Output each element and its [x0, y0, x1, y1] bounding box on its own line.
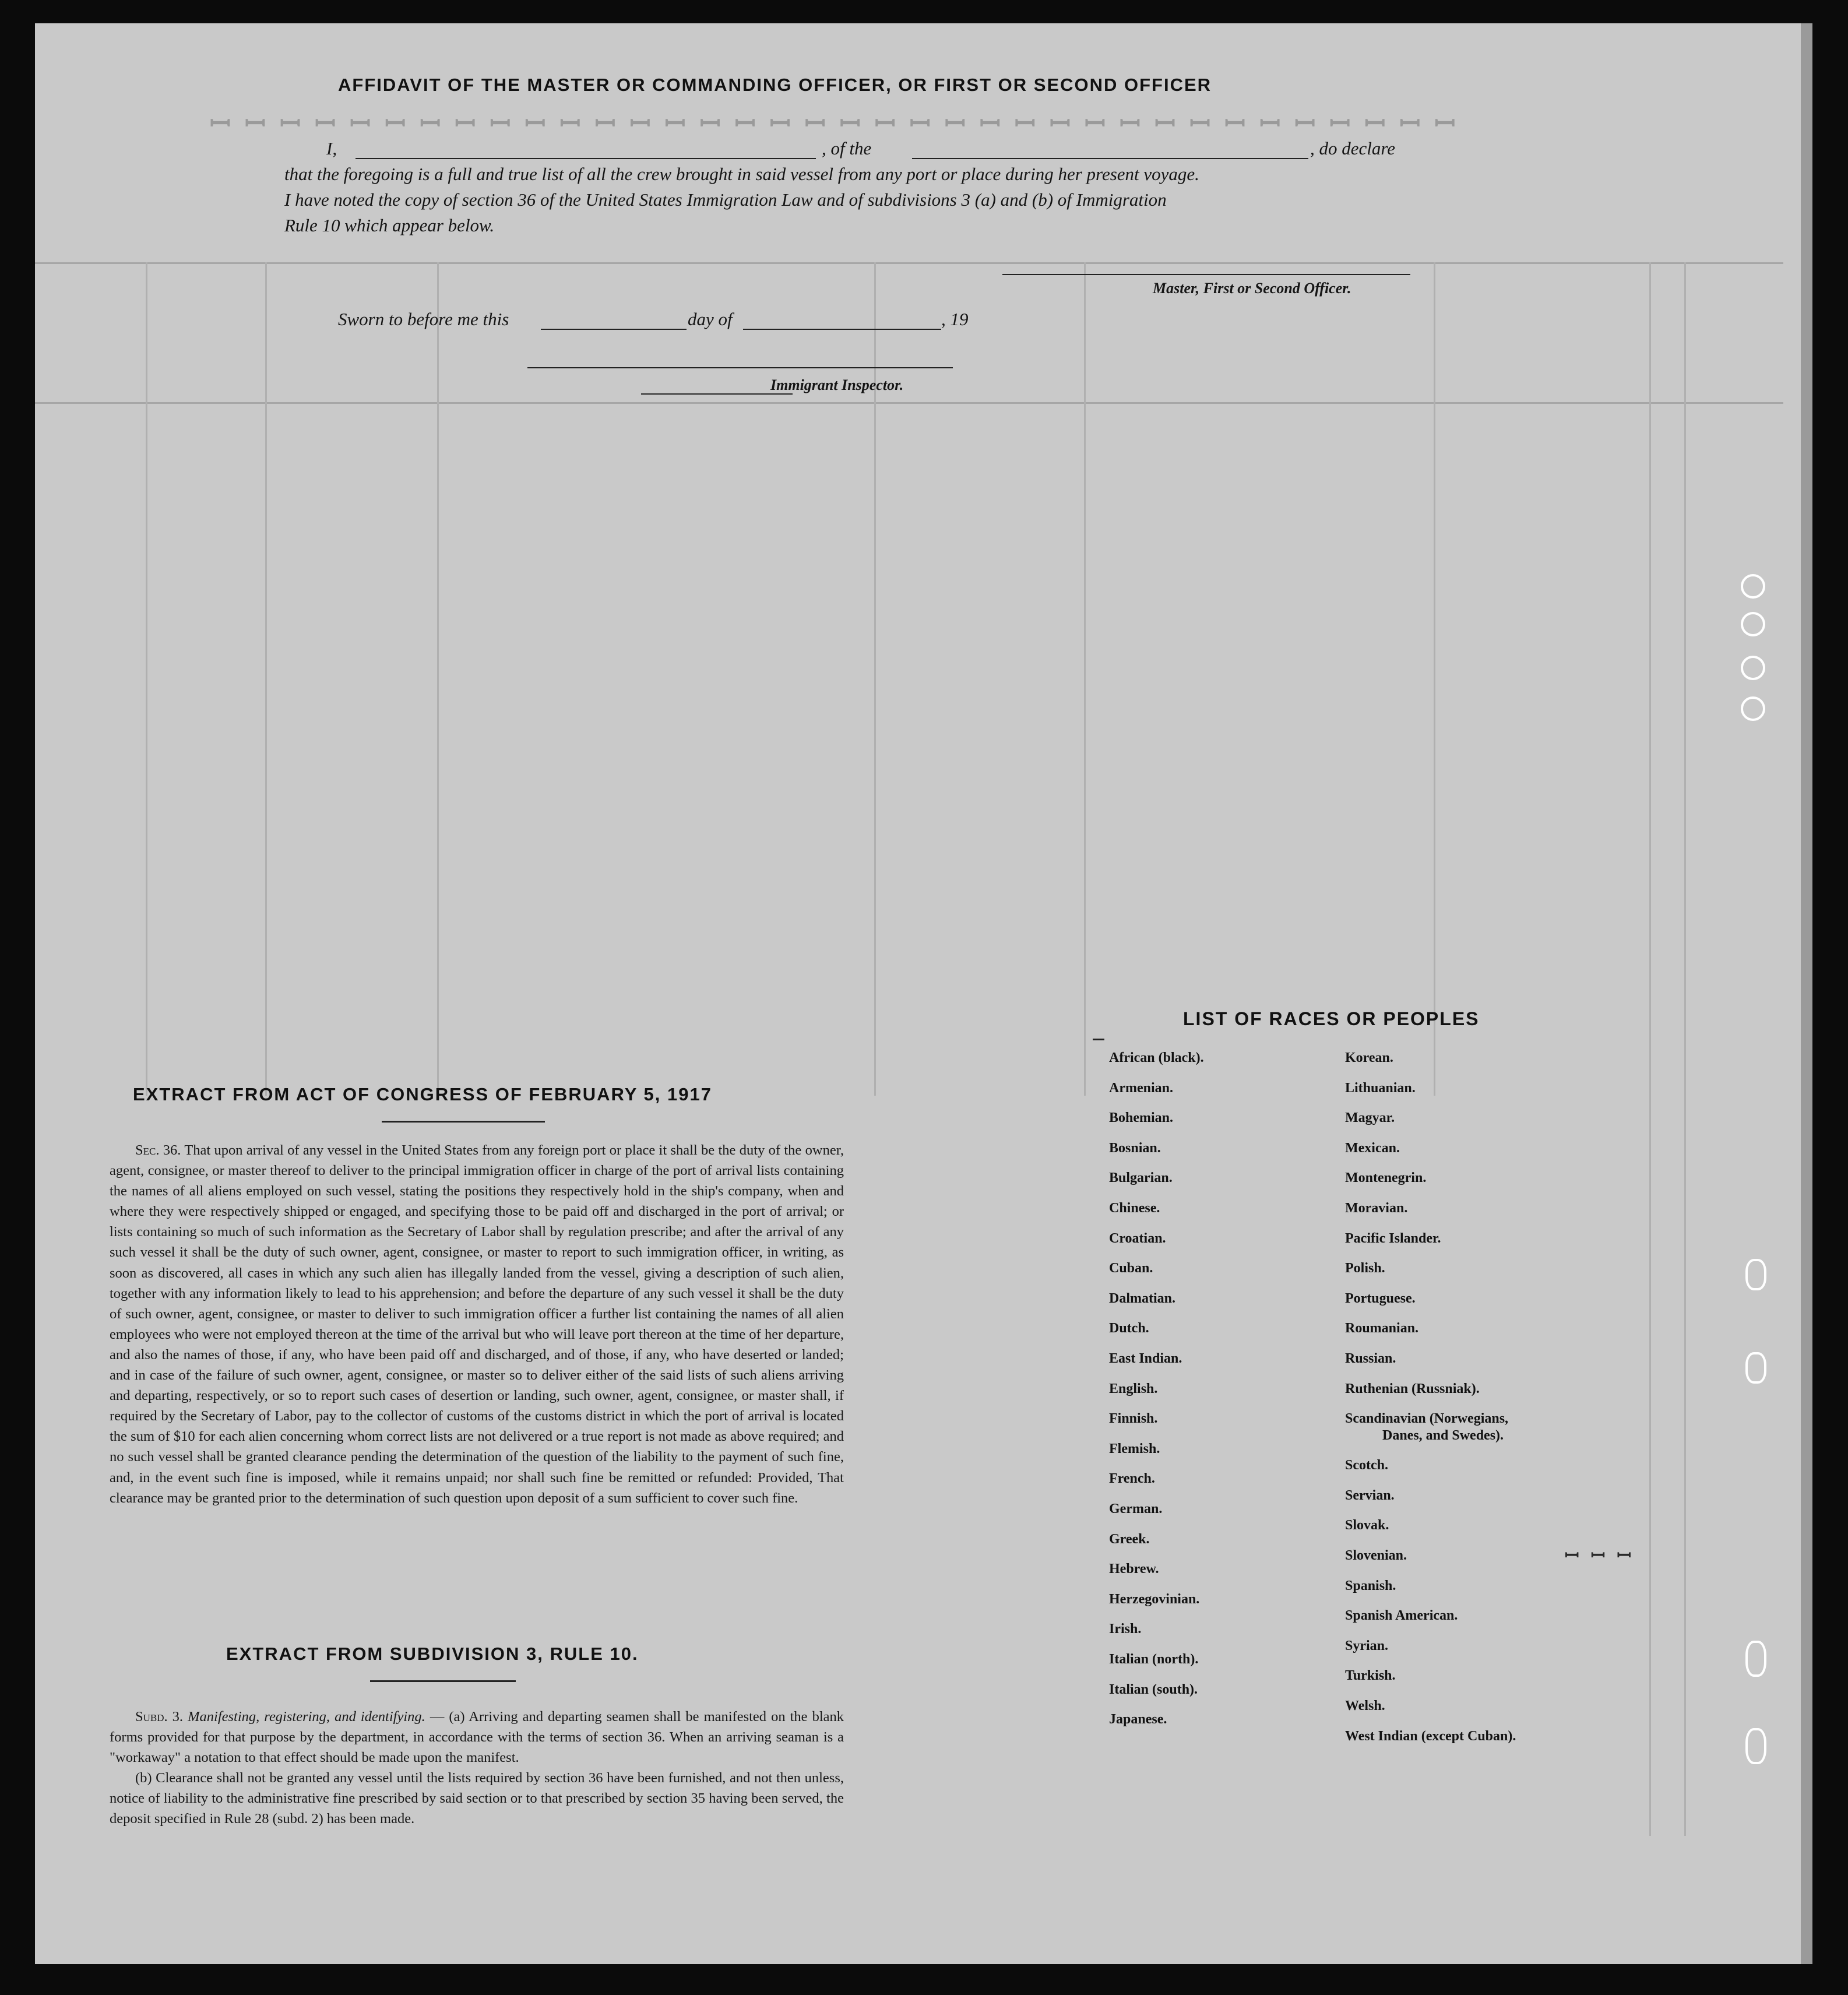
subd-heading: Manifesting, registering, and identifying. [188, 1709, 425, 1725]
master-signature-line [1002, 274, 1410, 275]
punch-hole [1745, 1728, 1766, 1764]
punch-hole [1741, 574, 1765, 599]
reverse-ghost-text: ꟷ ꟷ ꟷ ꟷ ꟷ ꟷ ꟷ ꟷ ꟷ ꟷ ꟷ ꟷ ꟷ ꟷ ꟷ ꟷ ꟷ ꟷ ꟷ ꟷ ꟷ ꟷ ꟷ ꟷ ꟷ ꟷ ꟷ ꟷ ꟷ ꟷ ꟷ ꟷ ꟷ ꟷ ꟷ ꟷ [210, 110, 1459, 138]
sworn-month-blank [743, 329, 941, 330]
race-item: Bohemian. [1109, 1110, 1174, 1126]
race-item: Armenian. [1109, 1080, 1173, 1096]
race-item: Italian (south). [1109, 1681, 1198, 1697]
race-item: English. [1109, 1381, 1158, 1396]
race-item: Korean. [1345, 1050, 1393, 1065]
race-item: Greek. [1109, 1531, 1150, 1547]
inspector-rule [527, 367, 953, 368]
affidavit-title: AFFIDAVIT OF THE MASTER OR COMMANDING OFFICER, OR FIRST OR SECOND OFFICER [338, 75, 1212, 95]
race-item: Moravian. [1345, 1201, 1408, 1216]
race-item: Syrian. [1345, 1638, 1389, 1653]
sworn-day-blank [541, 329, 687, 330]
act-title-underline [382, 1121, 545, 1123]
vessel-blank [912, 158, 1308, 159]
race-item: East Indian. [1109, 1351, 1182, 1366]
race-item: French. [1109, 1471, 1155, 1487]
race-item: African (black). [1109, 1050, 1204, 1065]
ghost-column-line [1434, 262, 1435, 1096]
rule-extract-title: EXTRACT FROM SUBDIVISION 3, RULE 10. [226, 1644, 639, 1664]
ghost-column-line [1649, 262, 1651, 1836]
subd-label: Subd. 3. [135, 1709, 184, 1725]
race-item: Dutch. [1109, 1321, 1149, 1336]
ghost-column-line [265, 262, 267, 1096]
race-item: Finnish. [1109, 1411, 1158, 1427]
declaration-i: I, [326, 138, 337, 159]
ghost-stamp: ꟷ ꟷ ꟷ [1565, 1546, 1635, 1565]
punch-hole [1745, 1259, 1766, 1290]
sworn-line [338, 309, 969, 330]
rule-extract-text [110, 1707, 844, 1829]
manifest-page [35, 23, 1801, 1964]
race-item: Irish. [1109, 1621, 1142, 1637]
race-item: Ruthenian (Russniak). [1345, 1381, 1480, 1396]
sworn-day-of: day of [688, 309, 733, 329]
race-item: Italian (north). [1109, 1652, 1199, 1667]
declaration-line-2: that the foregoing is a full and true list of all the crew brought in said vessel from any port or place during her present voyage. [284, 164, 1199, 184]
rule-title-underline [370, 1680, 516, 1682]
race-item: Portuguese. [1345, 1290, 1416, 1306]
race-item: Roumanian. [1345, 1321, 1419, 1336]
race-item: Croatian. [1109, 1230, 1166, 1246]
punch-hole [1741, 696, 1765, 721]
ghost-column-line [437, 262, 439, 1096]
sworn-year: , 19 [941, 309, 969, 329]
declaration-line-3: I have noted the copy of section 36 of the United States Immigration Law and of subdivisions 3 (a) and (b) of Immigration [284, 189, 1167, 210]
inspector-signature-line [641, 393, 793, 395]
declaration-line-1 [326, 138, 1396, 159]
sec-label: Sec. 36. [135, 1142, 181, 1158]
race-item: Pacific Islander. [1345, 1230, 1441, 1246]
race-item: Spanish American. [1345, 1608, 1458, 1624]
name-blank [355, 158, 816, 159]
race-item: Servian. [1345, 1487, 1395, 1503]
declaration-line-4: Rule 10 which appear below. [284, 215, 495, 235]
race-item: Lithuanian. [1345, 1080, 1416, 1096]
ghost-rule [35, 262, 1783, 264]
subd-para-a: — (a) Arriving and departing seamen shall be manifested on the blank forms provided for that purpose by the department, in accordance with the terms of section 36. When an arriving seaman is a "workaway" a notation to that effect should be made upon the manifest. [110, 1709, 844, 1766]
sec-36-text: That upon arrival of any vessel in the United States from any foreign port or place it shall be the duty of the owner, agent, consignee, or master thereof to deliver to the principal immigration officer in charge of the port of arrival lists containing the names of all aliens employed on such vessel, stating the positions they respectively hold in the ship's company, when and where they were respectively shipped or engaged, and specifying those to be paid off and discharged in the port of arrival; or lists containing so much of such information as the Secretary of Labor shall by regulation prescribe; and after the arrival of any such vessel it shall be the duty of such owner, agent, consignee, or master to report to such immigration officer, in writing, as soon as discovered, all cases in which any such alien has illegally landed from the vessel, giving a description of such alien, together with any information likely to lead to his apprehension; and before the departure of any such vessel it shall be the duty of such owner, agent, consignee, or master to deliver to such immigration officer a further list containing the names of all alien employees who were not employed thereon at the time of the arrival but who will leave port thereon at the time of her departure, and also the names of those, if any, who have been paid off and discharged, and of those, if any, who have deserted or landed; and in case of the failure of such owner, agent, consignee, or master so to deliver either of the said lists of such aliens arriving and departing, respectively, or so to report such cases of desertion or landing, such owner, agent, consignee, or master shall, if required by the Secretary of Labor, pay to the collector of customs of the customs district in which the port of arrival is located the sum of $10 for each alien concerning whom correct lists are not delivered or a true report is not made as above required; and no such vessel shall be granted clearance pending the determination of the question of the liability to the payment of such fine, and, in the event such fine is imposed, while it remains unpaid; nor shall such fine be remitted or refunded: Provided, That clearance may be granted prior to the determination of such question upon deposit of a sum sufficient to cover such fine. [110, 1142, 844, 1506]
race-item: Flemish. [1109, 1441, 1160, 1456]
race-item: Dalmatian. [1109, 1290, 1175, 1306]
punch-hole [1745, 1641, 1766, 1677]
race-item: Chinese. [1109, 1201, 1160, 1216]
race-item: Slovenian. [1345, 1547, 1407, 1563]
race-item: Mexican. [1345, 1140, 1400, 1156]
race-item: Magyar. [1345, 1110, 1395, 1126]
races-dash [1093, 1039, 1104, 1040]
race-item: Welsh. [1345, 1698, 1385, 1713]
subd-para-b: (b) Clearance shall not be granted any vessel until the lists required by section 36 have been furnished, and not then unless, notice of liability to the administrative fine prescribed by said section or to that prescribed by section 35 having been served, the deposit specified in Rule 28 (subd. 2) has been made. [110, 1770, 844, 1827]
punch-hole [1745, 1352, 1766, 1384]
declaration-do-declare: , do declare [1310, 138, 1396, 159]
ghost-column-line [1084, 262, 1086, 1096]
race-item: Slovak. [1345, 1518, 1389, 1533]
race-item: West Indian (except Cuban). [1345, 1728, 1516, 1744]
race-item: Bulgarian. [1109, 1170, 1173, 1186]
race-item: Russian. [1345, 1351, 1396, 1366]
punch-hole [1741, 612, 1765, 636]
race-item: Hebrew. [1109, 1561, 1159, 1577]
races-title: LIST OF RACES OR PEOPLES [1183, 1008, 1480, 1029]
declaration-of-the: , of the [822, 138, 872, 159]
master-label: Master, First or Second Officer. [1153, 280, 1351, 297]
inspector-label: Immigrant Inspector. [770, 377, 904, 393]
race-item: Spanish. [1345, 1578, 1396, 1593]
page-edge [1801, 23, 1812, 1964]
act-extract-title: EXTRACT FROM ACT OF CONGRESS OF FEBRUARY 5, 1917 [133, 1084, 712, 1104]
ghost-column-line [1684, 262, 1686, 1836]
ghost-rule [35, 402, 1783, 404]
race-item: Scandinavian (Norwegians, [1345, 1411, 1509, 1427]
race-item: Bosnian. [1109, 1140, 1161, 1156]
race-item: Danes, and Swedes). [1382, 1427, 1504, 1443]
ghost-column-line [146, 262, 147, 1096]
race-item: Turkish. [1345, 1668, 1396, 1684]
race-item: Herzegovinian. [1109, 1591, 1200, 1607]
race-item: Scotch. [1345, 1458, 1388, 1473]
sworn-prefix: Sworn to before me this [338, 309, 509, 329]
punch-hole [1741, 656, 1765, 680]
race-item: Montenegrin. [1345, 1170, 1427, 1186]
act-extract-text [110, 1140, 844, 1508]
race-item: Cuban. [1109, 1261, 1153, 1276]
race-item: Japanese. [1109, 1712, 1167, 1727]
race-item: Polish. [1345, 1261, 1385, 1276]
race-item: German. [1109, 1501, 1163, 1517]
